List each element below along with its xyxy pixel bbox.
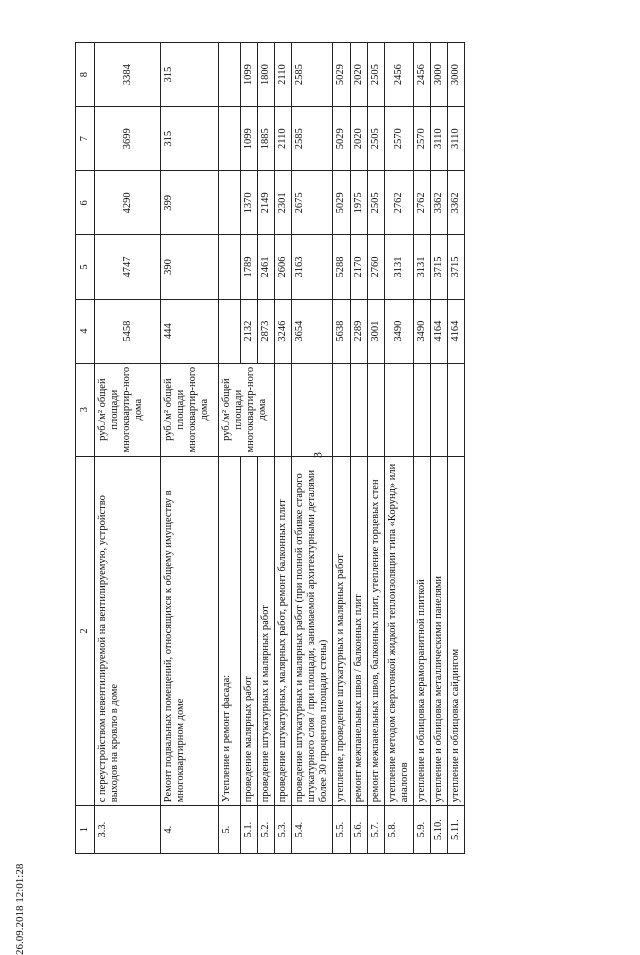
- table-row: [161, 43, 219, 854]
- value-cell: 2505: [367, 43, 384, 107]
- value-cell: 1885: [258, 107, 275, 171]
- value-cell: 1099: [241, 107, 258, 171]
- unit-cell-empty: [367, 363, 384, 456]
- value-cell: 3490: [413, 299, 430, 363]
- table-row: [275, 43, 292, 854]
- row-unit: руб./м² общей площади многоквартир-ного дома: [161, 363, 219, 456]
- unit-cell-empty: [275, 363, 292, 456]
- row-number: 5.: [219, 806, 241, 854]
- row-name: утепление и облицовка керамогранитной плиткой: [413, 456, 430, 806]
- row-unit: руб./м² общей площади многоквартир-ного дома: [95, 363, 161, 456]
- value-cell: 3000: [447, 43, 464, 107]
- value-cell: 4164: [430, 299, 447, 363]
- value-cell: [219, 43, 241, 107]
- value-cell: 2762: [384, 171, 413, 235]
- value-cell: 2585: [292, 107, 333, 171]
- value-cell: 1789: [241, 235, 258, 299]
- value-cell: 1099: [241, 43, 258, 107]
- value-cell: 2149: [258, 171, 275, 235]
- row-name: утепление и облицовка металлическими панелями: [430, 456, 447, 806]
- value-cell: 3110: [430, 107, 447, 171]
- value-cell: 3000: [430, 43, 447, 107]
- header-row: [76, 43, 95, 854]
- value-cell: 2289: [350, 299, 367, 363]
- value-cell: [219, 107, 241, 171]
- table-row: [219, 43, 241, 854]
- row-name: Утепление и ремонт фасада:: [219, 456, 241, 806]
- header-cell: 2: [76, 456, 95, 806]
- value-cell: [219, 171, 241, 235]
- value-cell: 390: [161, 235, 219, 299]
- value-cell: 2570: [413, 107, 430, 171]
- row-name: Ремонт подвальных помещений, относящихся к общему имуществу в многоквартирном доме: [161, 456, 219, 806]
- row-name: утепление и облицовка сайдингом: [447, 456, 464, 806]
- row-name: проведение штукатурных, малярных работ, ремонт балконных плит: [275, 456, 292, 806]
- table-row: [430, 43, 447, 854]
- value-cell: 3490: [384, 299, 413, 363]
- value-cell: 2110: [275, 107, 292, 171]
- row-number: 5.1.: [241, 806, 258, 854]
- value-cell: 2110: [275, 43, 292, 107]
- header-cell: 5: [76, 235, 95, 299]
- row-name: с переустройством невентилируемой на вентилируемую, устройство выходов на кровлю в доме: [95, 456, 161, 806]
- value-cell: 2170: [350, 235, 367, 299]
- rotated-table-container: [75, 42, 562, 854]
- value-cell: 2762: [413, 171, 430, 235]
- header-cell: 6: [76, 171, 95, 235]
- row-name: проведение малярных работ: [241, 456, 258, 806]
- value-cell: 3131: [413, 235, 430, 299]
- table-row: [292, 43, 333, 854]
- row-name: утепление, проведение штукатурных и малярных работ: [333, 456, 350, 806]
- value-cell: 2132: [241, 299, 258, 363]
- value-cell: 2760: [367, 235, 384, 299]
- value-cell: 315: [161, 43, 219, 107]
- value-cell: 5458: [95, 299, 161, 363]
- value-cell: 2873: [258, 299, 275, 363]
- value-cell: 1800: [258, 43, 275, 107]
- value-cell: 5638: [333, 299, 350, 363]
- value-cell: 2020: [350, 43, 367, 107]
- row-number: 5.6.: [350, 806, 367, 854]
- value-cell: 2505: [367, 107, 384, 171]
- row-number: 5.8.: [384, 806, 413, 854]
- value-cell: 444: [161, 299, 219, 363]
- value-cell: 2505: [367, 171, 384, 235]
- value-cell: 3384: [95, 43, 161, 107]
- header-cell: 1: [76, 806, 95, 854]
- value-cell: 3001: [367, 299, 384, 363]
- tariff-table: [75, 42, 465, 854]
- row-name: проведение штукатурных и малярных работ (при полной отбивке старого штукатурного слоя / при площади, занимаемой архитектурными деталями более 30 процентов площади стены): [292, 456, 333, 806]
- header-cell: 3: [76, 363, 95, 456]
- row-number: 5.9.: [413, 806, 430, 854]
- row-number: 3.3.: [95, 806, 161, 854]
- unit-cell-empty: [292, 363, 333, 456]
- value-cell: 5029: [333, 171, 350, 235]
- value-cell: 4747: [95, 235, 161, 299]
- value-cell: 3654: [292, 299, 333, 363]
- value-cell: 2020: [350, 107, 367, 171]
- value-cell: 2456: [384, 43, 413, 107]
- value-cell: 3362: [447, 171, 464, 235]
- unit-cell-empty: [333, 363, 350, 456]
- header-cell: 4: [76, 299, 95, 363]
- table-row: [350, 43, 367, 854]
- unit-cell-empty: [413, 363, 430, 456]
- value-cell: 3715: [447, 235, 464, 299]
- row-unit: руб./м² общей площади многоквартир-ного дома: [219, 363, 275, 456]
- table-row: [367, 43, 384, 854]
- value-cell: 399: [161, 171, 219, 235]
- value-cell: 3110: [447, 107, 464, 171]
- value-cell: 2585: [292, 43, 333, 107]
- value-cell: [219, 235, 241, 299]
- value-cell: 3246: [275, 299, 292, 363]
- value-cell: 3699: [95, 107, 161, 171]
- row-number: 4.: [161, 806, 219, 854]
- document-table-area: [75, 42, 562, 854]
- unit-cell-empty: [350, 363, 367, 456]
- value-cell: 5288: [333, 235, 350, 299]
- value-cell: 2456: [413, 43, 430, 107]
- value-cell: 3715: [430, 235, 447, 299]
- value-cell: 1370: [241, 171, 258, 235]
- value-cell: 2570: [384, 107, 413, 171]
- row-number: 5.7.: [367, 806, 384, 854]
- value-cell: 2675: [292, 171, 333, 235]
- print-timestamp: 26.09.2018 12:01:28: [14, 863, 26, 955]
- table-row: [95, 43, 161, 854]
- value-cell: 5029: [333, 43, 350, 107]
- value-cell: 5029: [333, 107, 350, 171]
- row-name: проведение штукатурных и малярных работ: [258, 456, 275, 806]
- row-name: ремонт межпанельных швов / балконных плит: [350, 456, 367, 806]
- table-row: [333, 43, 350, 854]
- header-cell: 8: [76, 43, 95, 107]
- row-name: утепление методом сверхтонкой жидкой теплоизоляции типа «Корунд» или аналогов: [384, 456, 413, 806]
- unit-cell-empty: [447, 363, 464, 456]
- row-number: 5.11.: [447, 806, 464, 854]
- row-number: 5.4.: [292, 806, 333, 854]
- value-cell: 2461: [258, 235, 275, 299]
- row-number: 5.2.: [258, 806, 275, 854]
- value-cell: 3362: [430, 171, 447, 235]
- value-cell: 1975: [350, 171, 367, 235]
- value-cell: 4164: [447, 299, 464, 363]
- value-cell: 4290: [95, 171, 161, 235]
- value-cell: 3131: [384, 235, 413, 299]
- page-number: 3: [310, 452, 325, 458]
- row-number: 5.3.: [275, 806, 292, 854]
- value-cell: 3163: [292, 235, 333, 299]
- row-number: 5.10.: [430, 806, 447, 854]
- header-cell: 7: [76, 107, 95, 171]
- value-cell: 2301: [275, 171, 292, 235]
- table-row: [447, 43, 464, 854]
- unit-cell-empty: [430, 363, 447, 456]
- row-number: 5.5.: [333, 806, 350, 854]
- value-cell: 2606: [275, 235, 292, 299]
- unit-cell-empty: [384, 363, 413, 456]
- value-cell: [219, 299, 241, 363]
- row-name: ремонт межпанельных швов, балконных плит, утепление торцевых стен: [367, 456, 384, 806]
- table-row: [384, 43, 413, 854]
- table-row: [413, 43, 430, 854]
- value-cell: 315: [161, 107, 219, 171]
